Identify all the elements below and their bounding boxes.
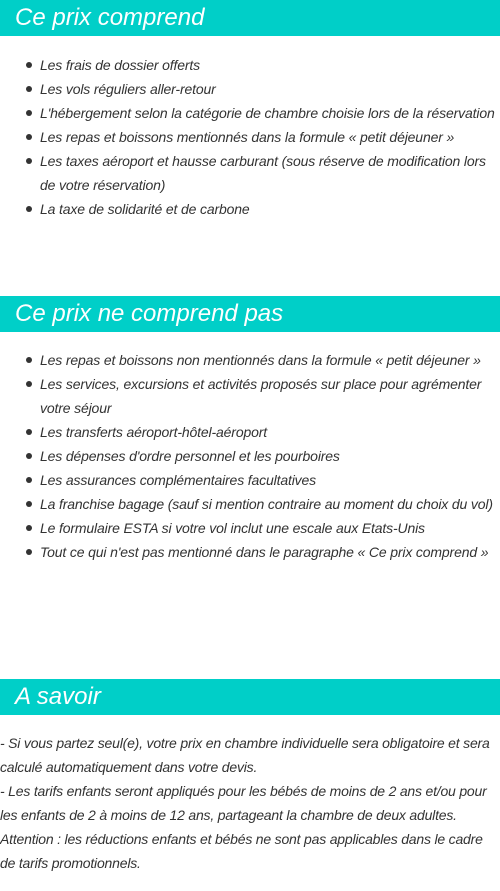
list-item <box>0 444 500 468</box>
list-item-text: L'hébergement selon la catégorie de chambre choisie lors de la réservation <box>40 105 495 121</box>
bullet-icon <box>26 381 32 387</box>
list-item <box>0 101 500 125</box>
included-list <box>0 53 500 221</box>
list-item <box>0 492 500 516</box>
bullet-icon <box>26 549 32 555</box>
list-item <box>0 53 500 77</box>
bullet-icon <box>26 501 32 507</box>
list-item <box>0 540 500 564</box>
bullet-icon <box>26 477 32 483</box>
list-item <box>0 348 500 372</box>
list-item <box>0 420 500 444</box>
list-item-text: Les repas et boissons non mentionnés dans la formule « petit déjeuner » <box>40 352 481 368</box>
list-item <box>0 372 500 420</box>
list-item-text: La franchise bagage (sauf si mention contraire au moment du choix du vol) <box>40 496 493 512</box>
list-item <box>0 468 500 492</box>
list-item-text: Les assurances complémentaires facultatives <box>40 472 317 488</box>
list-item-text: Les frais de dossier offerts <box>40 57 200 73</box>
list-item-text: Les taxes aéroport et hausse carburant (sous réserve de modification lors de votre réservation) <box>40 153 486 193</box>
a-savoir-text <box>0 731 500 875</box>
bullet-icon <box>26 206 32 212</box>
list-item-text: Les transferts aéroport-hôtel-aéroport <box>40 424 267 440</box>
bullet-icon <box>26 110 32 116</box>
list-item-text: Les services, excursions et activités proposés sur place pour agrémenter votre séjour <box>40 376 482 416</box>
bullet-icon <box>26 429 32 435</box>
bullet-icon <box>26 62 32 68</box>
list-item-text: Tout ce qui n'est pas mentionné dans le paragraphe « Ce prix comprend » <box>40 544 489 560</box>
included-section-title: Ce prix comprend <box>0 0 500 36</box>
bullet-icon <box>26 525 32 531</box>
list-item-text: La taxe de solidarité et de carbone <box>40 201 250 217</box>
bullet-icon <box>26 357 32 363</box>
not-included-list <box>0 348 500 564</box>
list-item <box>0 149 500 197</box>
list-item <box>0 125 500 149</box>
bullet-icon <box>26 453 32 459</box>
list-item-text: Les dépenses d'ordre personnel et les pourboires <box>40 448 340 464</box>
a-savoir-paragraph: - Si vous partez seul(e), votre prix en chambre individuelle sera obligatoire et sera calculé automatiquement dans votre devis. <box>0 735 490 775</box>
a-savoir-paragraph: - Les tarifs enfants seront appliqués pour les bébés de moins de 2 ans et/ou pour les enfants de 2 à moins de 12 ans, partageant la chambre de deux adultes. <box>0 783 487 823</box>
bullet-icon <box>26 134 32 140</box>
list-item <box>0 77 500 101</box>
bullet-icon <box>26 158 32 164</box>
list-item-text: Le formulaire ESTA si votre vol inclut une escale aux Etats-Unis <box>40 520 425 536</box>
list-item <box>0 197 500 221</box>
list-item-text: Les repas et boissons mentionnés dans la formule « petit déjeuner » <box>40 129 455 145</box>
a-savoir-section-title: A savoir <box>0 679 500 715</box>
bullet-icon <box>26 86 32 92</box>
list-item <box>0 516 500 540</box>
not-included-section-title: Ce prix ne comprend pas <box>0 296 500 332</box>
a-savoir-paragraph: Attention : les réductions enfants et bébés ne sont pas applicables dans le cadre de tarifs promotionnels. <box>0 831 483 871</box>
list-item-text: Les vols réguliers aller-retour <box>40 81 216 97</box>
